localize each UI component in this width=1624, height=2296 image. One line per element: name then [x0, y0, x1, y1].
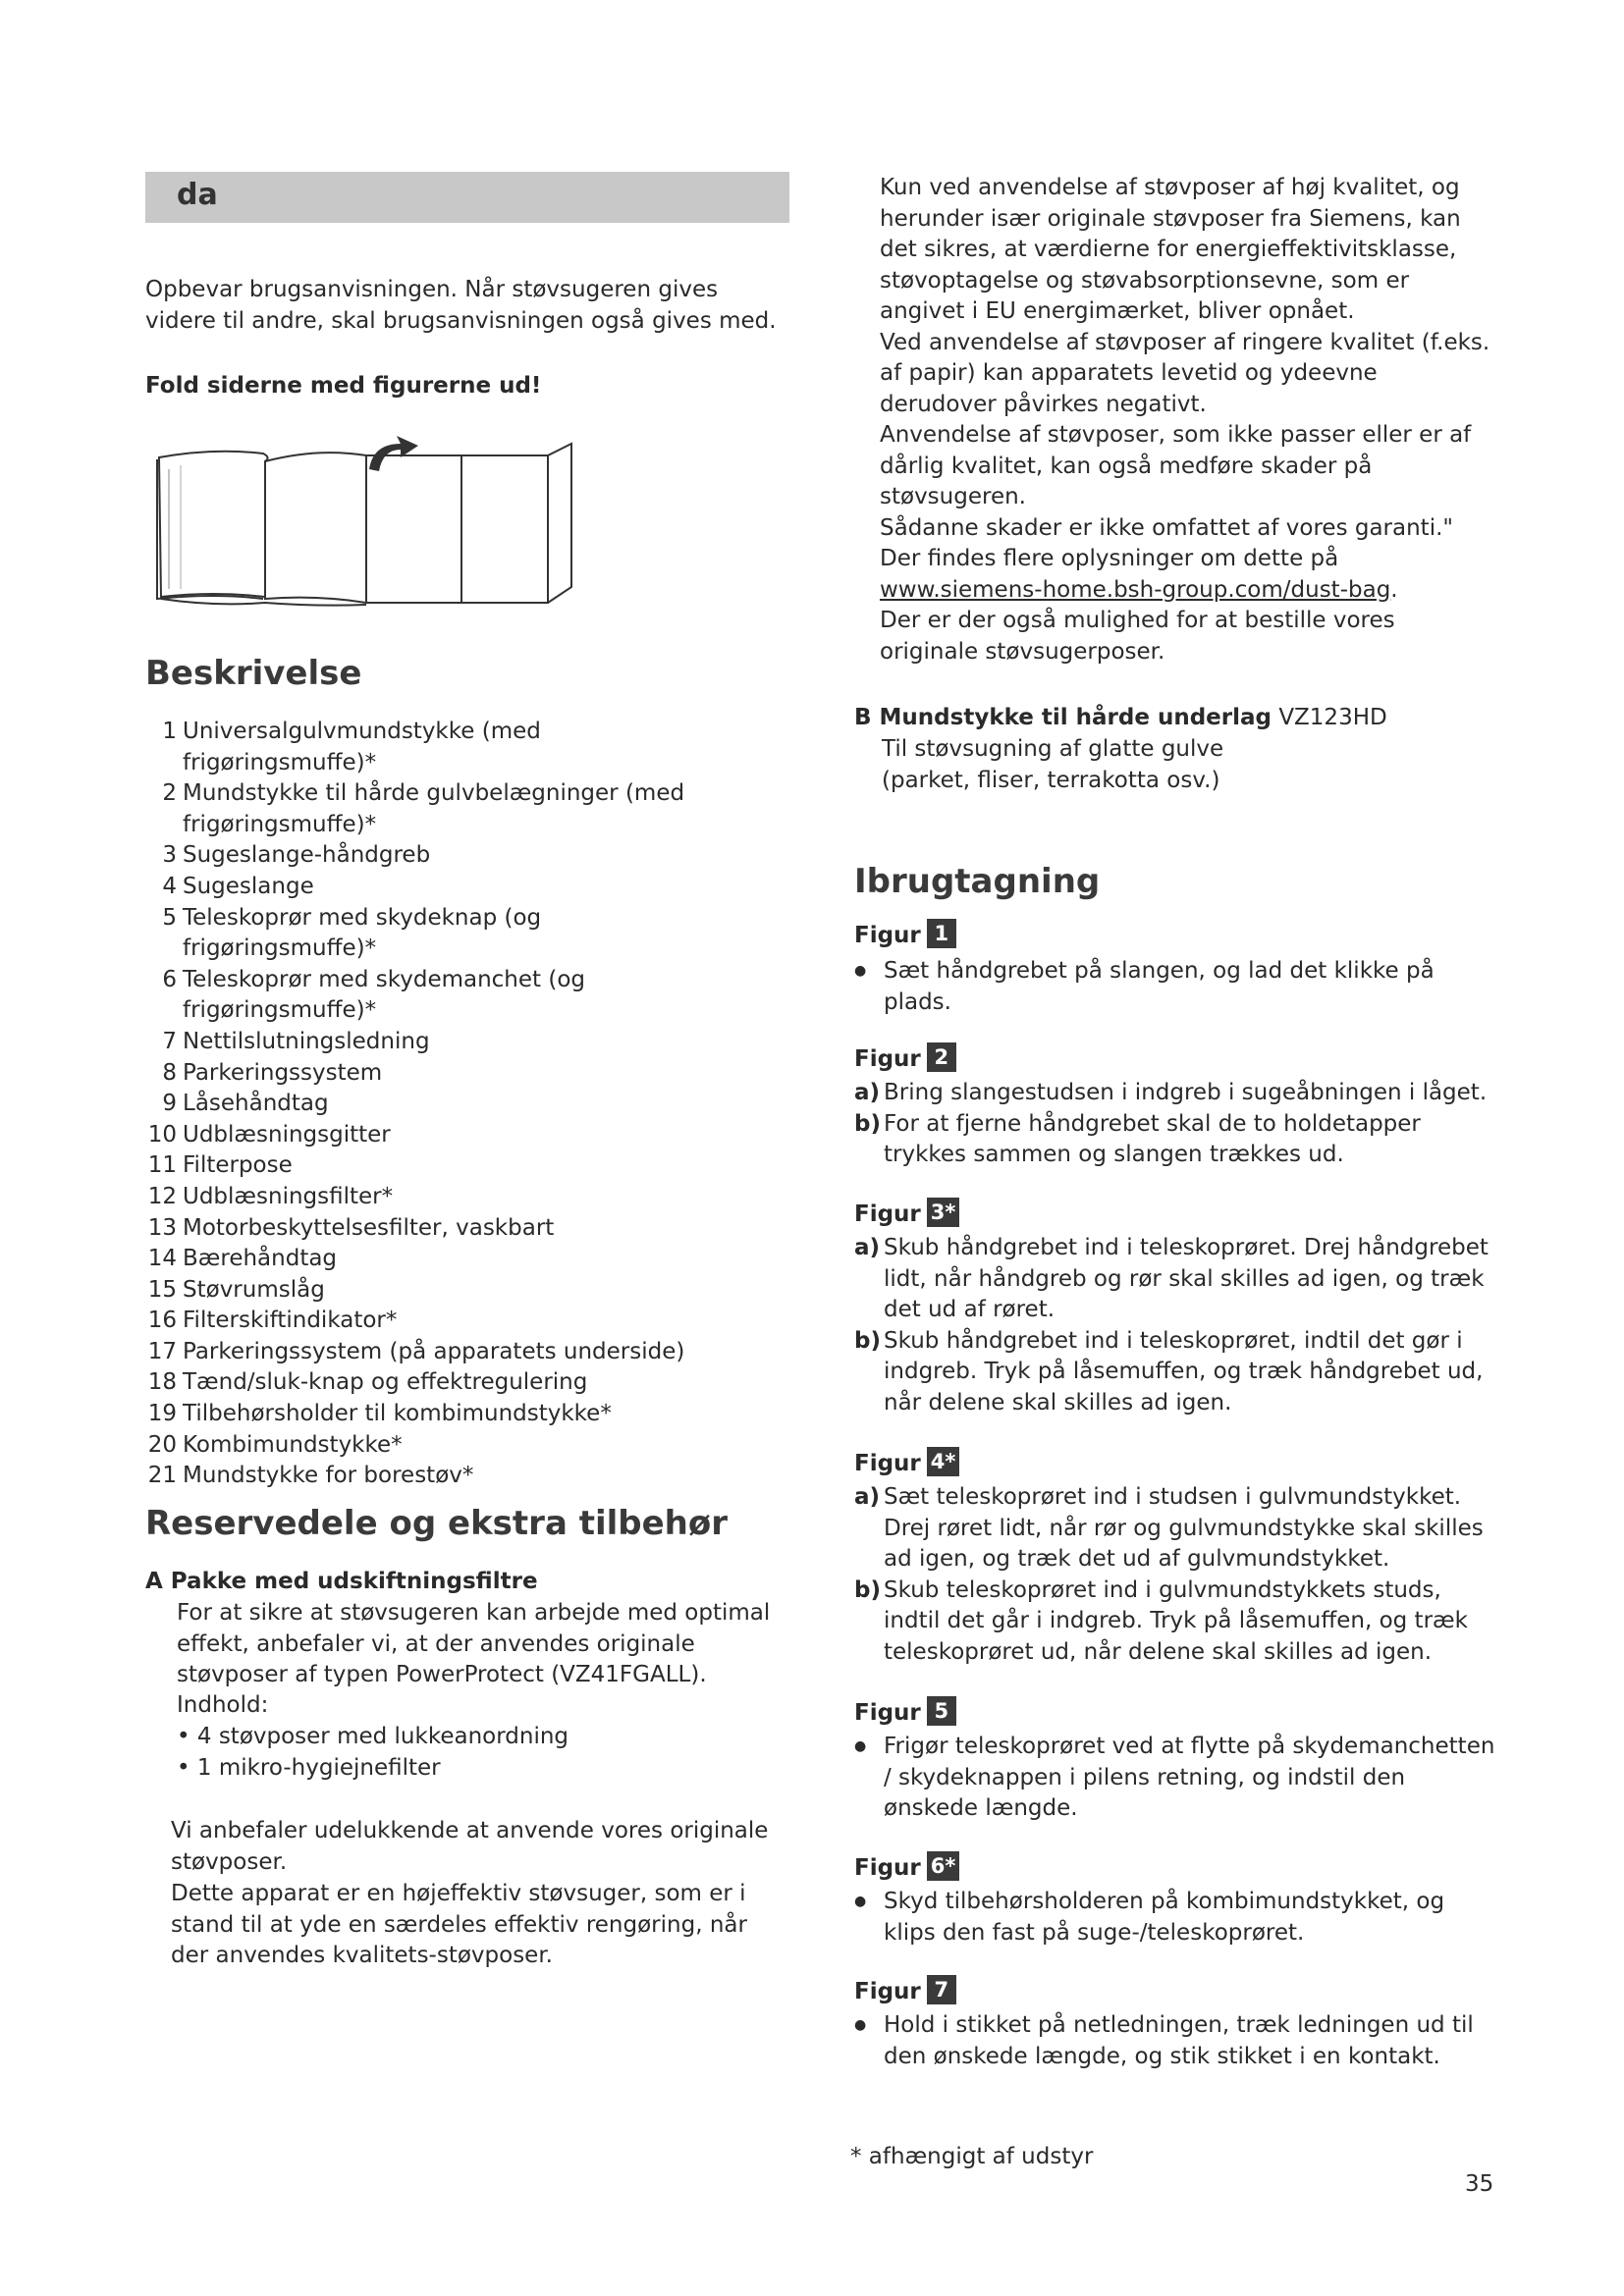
description-list-item: 1 Universalgulvmundstykke (med frigøringsmuffe)* — [162, 719, 541, 775]
fold-arrow-icon — [369, 436, 418, 471]
description-list-item: 3 Sugeslange-håndgreb — [162, 842, 431, 869]
efficiency-paragraph: Dette apparat er en højeffektiv støvsuger, som er i stand til at yde en særdeles effektiv rengøring, når der anvendes kvalitets-støvposer. — [171, 1881, 747, 1968]
figure-number-badge: 4* — [927, 1447, 960, 1476]
figure-2-block: Figur 2 a) Bring slangestudsen i indgreb i sugeåbningen i låget. b) For at fjerne håndgrebet skal de to holdetapper trykkes sammen og slangen trækkes ud. — [854, 1042, 1502, 1171]
fold-instruction: Fold siderne med figurerne ud! — [145, 373, 542, 399]
section-title-reservedele: Reservedele og ekstra tilbehør — [145, 1504, 729, 1543]
description-list-item: 14 Bærehåndtag — [147, 1246, 338, 1272]
package-contents-label: Indhold: — [177, 1692, 269, 1718]
figure-number-badge: 6* — [927, 1851, 960, 1881]
package-contents-item: • 1 mikro-hygiejnefilter — [177, 1755, 441, 1781]
figure-4-step-a: Sæt teleskoprøret ind i studsen i gulvmundstykket. Drej røret lidt, når rør og gulvmundstykke skal skilles ad igen, og træk det ud af gulvmundstykket. — [884, 1484, 1484, 1572]
description-list-item: 20 Kombimundstykke* — [147, 1431, 403, 1458]
description-list-item: 16 Filterskiftindikator* — [147, 1308, 398, 1334]
figure-2-step-a: Bring slangestudsen i indgreb i sugeåbningen i låget. — [884, 1080, 1488, 1105]
description-list-item: 10 Udblæsningsgitter — [147, 1121, 391, 1148]
quality-paragraph: Kun ved anvendelse af støvposer af høj kvalitet, og herunder især originale støvposer fra Siemens, kan det sikres, at værdierne for energieffektivitsklasse, støvoptagelse og støvabsorptionsevne, som er angivet i EU energimærket, bliver opnået. — [880, 175, 1461, 324]
figure-number-badge: 1 — [927, 919, 956, 948]
warranty-paragraph: Sådanne skader er ikke omfattet af vores garanti." — [880, 514, 1453, 541]
description-list-item: 6 Teleskoprør med skydemanchet (og frigøringsmuffe)* — [162, 966, 586, 1024]
figure-5-block: Figur 5 ● Frigør teleskoprøret ved at flytte på skydemanchetten / skydeknappen i pilens retning, og indstil den ønskede længde. — [854, 1696, 1502, 1825]
figure-number-badge: 3* — [927, 1198, 960, 1227]
figure-number-badge: 5 — [927, 1696, 956, 1726]
inferior-bags-paragraph: Ved anvendelse af støvposer af ringere kvalitet (f.eks. af papir) kan apparatets levetid og ydeevne derudover påvirkes negativt. — [880, 329, 1490, 417]
figure-3-step-b: Skub håndgrebet ind i teleskoprøret, indtil det gør i indgreb. Tryk på låsemuffen, og træk håndgrebet ud, når delene skal skilles ad igen. — [884, 1327, 1484, 1415]
language-code: da — [177, 178, 218, 212]
language-header-bar — [145, 172, 789, 223]
description-list-item: 17 Parkeringssystem (på apparatets underside) — [147, 1338, 685, 1364]
recommend-paragraph: Vi anbefaler udelukkende at anvende vores originale støvposer. — [171, 1818, 769, 1875]
figure-6-instruction: ● Skyd tilbehørsholderen på kombimundstykket, og klips den fast på suge-/teleskoprøret. — [854, 1887, 1502, 1949]
description-list-item: 15 Støvrumslåg — [147, 1276, 325, 1303]
figure-number-badge: 7 — [927, 1975, 956, 2004]
description-list-item: 2 Mundstykke til hårde gulvbelægninger (med frigøringsmuffe)* — [162, 780, 685, 837]
figure-7-instruction: ● Hold i stikket på netledningen, træk ledningen ud til den ønskede længde, og stik stikket i en kontakt. — [854, 2010, 1502, 2072]
description-list-item: 5 Teleskoprør med skydeknap (og frigøringsmuffe)* — [162, 904, 542, 962]
package-contents-item: • 4 støvposer med lukkeanordning — [177, 1724, 569, 1749]
description-list-item: 9 Låsehåndtag — [162, 1091, 329, 1117]
description-list-item: 11 Filterpose — [147, 1152, 293, 1179]
figure-3-step-a: Skub håndgrebet ind i teleskoprøret. Drej håndgrebet lidt, når håndgreb og rør skal skilles ad igen, og træk det ud af røret. — [884, 1235, 1489, 1322]
figure-4-block: Figur 4* a) Sæt teleskoprøret ind i studsen i gulvmundstykket. Drej røret lidt, når rør og gulvmundstykke skal skilles ad igen, og træk det ud af gulvmundstykket. b) Skub teleskoprøret ind i gulvmundstykkets studs, indtil det går i indgreb. Tryk på låsemuffen, og træk teleskoprøret ud, når delene skal skilles ad igen. — [854, 1447, 1502, 1668]
description-list-item: 8 Parkeringssystem — [162, 1059, 383, 1086]
package-a-label: A Pakke med udskiftningsfiltre — [145, 1569, 538, 1594]
description-parts-list — [145, 717, 774, 1492]
description-list-item: 4 Sugeslange — [162, 873, 314, 899]
damage-paragraph: Anvendelse af støvposer, som ikke passer eller er af dårlig kvalitet, kan også medføre skader på støvsugeren. — [880, 422, 1472, 509]
dustbag-info-block — [880, 173, 1498, 667]
figure-3-block: Figur 3* a) Skub håndgrebet ind i teleskoprøret. Drej håndgrebet lidt, når håndgreb og rør skal skilles ad igen, og træk det ud af røret. b) Skub håndgrebet ind i teleskoprøret, indtil det gør i indgreb. Tryk på låsemuffen, og træk håndgrebet ud, når delene skal skilles ad igen. — [854, 1198, 1502, 1418]
footnote: * afhængigt af udstyr — [850, 2144, 1094, 2169]
dust-bag-link-line: www.siemens-home.bsh-group.com/dust-bag. — [880, 576, 1398, 603]
fold-out-pages-illustration — [155, 430, 587, 607]
section-title-ibrugtagning: Ibrugtagning — [854, 862, 1101, 901]
figure-6-block: Figur 6* ● Skyd tilbehørsholderen på kombimundstykket, og klips den fast på suge-/teleskoprøret. — [854, 1851, 1502, 1949]
figure-4-step-b: Skub teleskoprøret ind i gulvmundstykkets studs, indtil det går i indgreb. Tryk på låsemuffen, og træk teleskoprøret ud, når delene skal skilles ad igen. — [884, 1576, 1468, 1665]
figure-2-step-b: For at fjerne håndgrebet skal de to holdetapper trykkes sammen og slangen trækkes ud. — [884, 1110, 1421, 1167]
description-list-item: 7 Nettilslutningsledning — [162, 1028, 430, 1054]
section-title-beskrivelse: Beskrivelse — [145, 654, 362, 693]
description-list-item: 12 Udblæsningsfilter* — [147, 1183, 394, 1209]
description-list-item: 13 Motorbeskyttelsesfilter, vaskbart — [147, 1214, 555, 1241]
figure-7-block: Figur 7 ● Hold i stikket på netledningen, træk ledningen ud til den ønskede længde, og stik stikket i en kontakt. — [854, 1975, 1502, 2072]
description-list-item: 19 Tilbehørsholder til kombimundstykke* — [147, 1401, 612, 1427]
nozzle-b-heading: B Mundstykke til hårde underlag VZ123HD — [854, 705, 1387, 730]
package-a-text: For at sikre at støvsugeren kan arbejde med optimal effekt, anbefaler vi, at der anvendes originale støvposer af typen PowerProtect (VZ41FGALL). — [177, 1600, 771, 1687]
order-paragraph: Der er der også mulighed for at bestille vores originale støvsugerposer. — [880, 608, 1395, 665]
description-list-item: 18 Tænd/sluk-knap og effektregulering — [147, 1369, 588, 1396]
figure-number-badge: 2 — [927, 1042, 956, 1072]
figure-5-instruction: ● Frigør teleskoprøret ved at flytte på skydemanchetten / skydeknappen i pilens retning, og indstil den ønskede længde. — [854, 1732, 1502, 1825]
description-list-item: 21 Mundstykke for borestøv* — [147, 1463, 474, 1489]
figure-1-block: Figur 1 ● Sæt håndgrebet på slangen, og lad det klikke på plads. — [854, 919, 1502, 1018]
dust-bag-link[interactable]: www.siemens-home.bsh-group.com/dust-bag — [880, 576, 1391, 603]
page-number: 35 — [1465, 2171, 1494, 2197]
intro-text: Opbevar brugsanvisningen. Når støvsugeren gives videre til andre, skal brugsanvisningen også gives med. — [145, 277, 777, 334]
nozzle-b-text: Til støvsugning af glatte gulve (parket, fliser, terrakotta osv.) — [882, 736, 1224, 793]
more-info-paragraph: Der findes flere oplysninger om dette på — [880, 546, 1339, 571]
figure-1-instruction: ● Sæt håndgrebet på slangen, og lad det klikke på plads. — [854, 956, 1502, 1018]
